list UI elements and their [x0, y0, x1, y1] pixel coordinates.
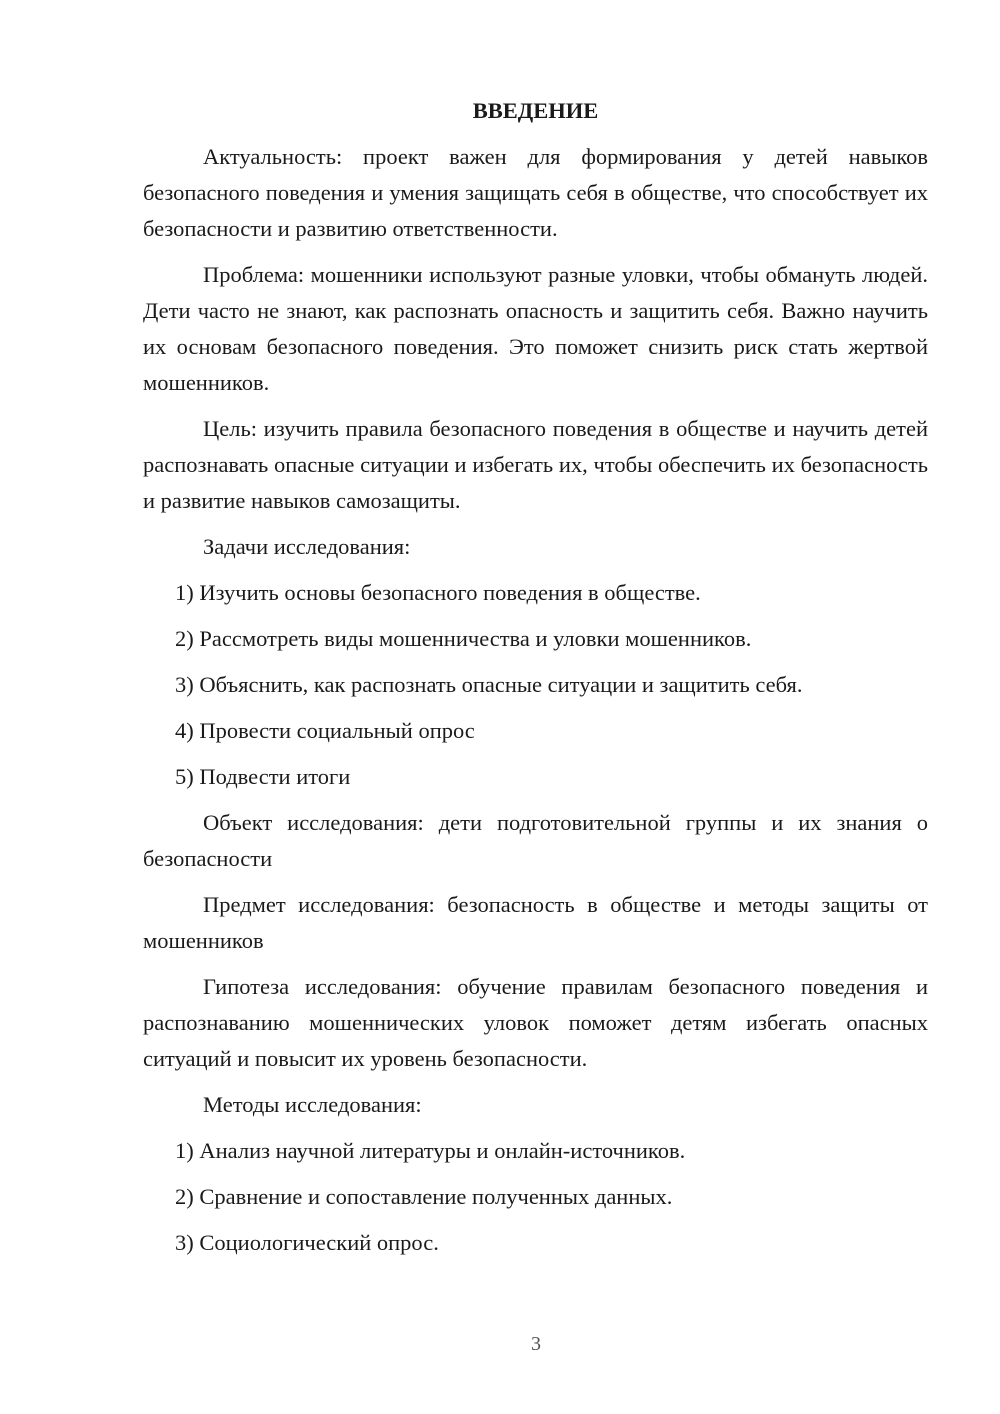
page-number: 3: [531, 1333, 541, 1355]
method-item: 2) Сравнение и сопоставление полученных данных.: [175, 1184, 673, 1209]
task-item: 5) Подвести итоги: [175, 764, 351, 789]
task-item: 3) Объяснить, как распознать опасные ситуации и защитить себя.: [175, 672, 803, 697]
task-item: 4) Провести социальный опрос: [175, 718, 475, 743]
method-item: 3) Социологический опрос.: [175, 1230, 439, 1255]
task-item: 2) Рассмотреть виды мошенничества и уловки мошенников.: [175, 626, 752, 651]
subject-paragraph: Предмет исследования: безопасность в обществе и методы защиты от мошенников: [143, 892, 928, 953]
methods-heading: Методы исследования:: [203, 1092, 422, 1117]
method-item: 1) Анализ научной литературы и онлайн-источников.: [175, 1138, 686, 1163]
problem-paragraph: Проблема: мошенники используют разные уловки, чтобы обмануть людей. Дети часто не знают, как распознать опасность и защитить себя. Важно научить их основам безопасного поведения. Это поможет снизить риск стать жертвой мошенников.: [143, 262, 928, 395]
tasks-heading: Задачи исследования:: [203, 534, 411, 559]
page-content: [143, 93, 928, 1271]
object-paragraph: Объект исследования: дети подготовительной группы и их знания о безопасности: [143, 810, 928, 871]
goal-paragraph: Цель: изучить правила безопасного поведения в обществе и научить детей распознавать опасные ситуации и избегать их, чтобы обеспечить их безопасность и развитие навыков самозащиты.: [143, 416, 928, 513]
task-item: 1) Изучить основы безопасного поведения в обществе.: [175, 580, 701, 605]
section-title: ВВЕДЕНИЕ: [472, 98, 599, 123]
relevance-paragraph: Актуальность: проект важен для формирования у детей навыков безопасного поведения и умения защищать себя в обществе, что способствует их безопасности и развитию ответственности.: [143, 144, 928, 241]
hypothesis-paragraph: Гипотеза исследования: обучение правилам безопасного поведения и распознаванию мошеннических уловок поможет детям избегать опасных ситуаций и повысит их уровень безопасности.: [143, 974, 928, 1071]
